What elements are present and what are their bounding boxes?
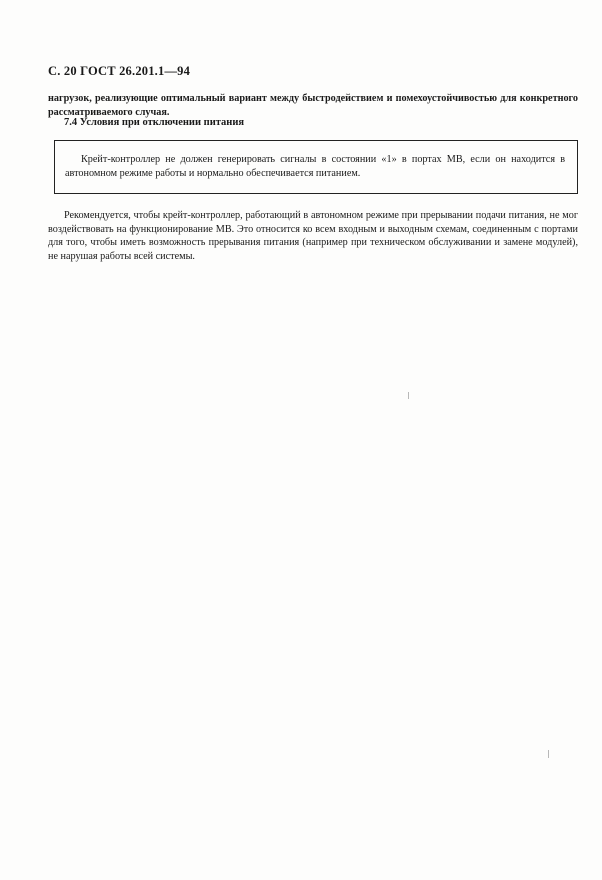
recommendation-paragraph: Рекомендуется, чтобы крейт-контроллер, работающий в автономном режиме при прерывании подачи питания, не мог воздействовать на функционирование МВ. Это относится ко всем входным и выходным схемам, соединенным с портами для того, чтобы иметь возможность прерывания питания (например при техническом обслуживании и замене модулей), не нарушая работы всей системы. [48, 210, 578, 262]
scan-artifact-mark [408, 392, 409, 399]
scan-artifact-mark [548, 750, 549, 758]
page-header: С. 20 ГОСТ 26.201.1—94 [48, 64, 191, 78]
requirement-frame [54, 140, 578, 194]
requirement-text: Крейт-контроллер не должен генерировать сигналы в состоянии «1» в портах МВ, если он находится в автономном режиме работы и нормально обеспечивается питанием. [65, 154, 565, 179]
intro-paragraph: нагрузок, реализующие оптимальный вариант между быстродействием и помехоустойчивостью для конкретного рассматриваемого случая. [48, 93, 578, 118]
section-heading: 7.4 Условия при отключении питания [64, 117, 245, 128]
